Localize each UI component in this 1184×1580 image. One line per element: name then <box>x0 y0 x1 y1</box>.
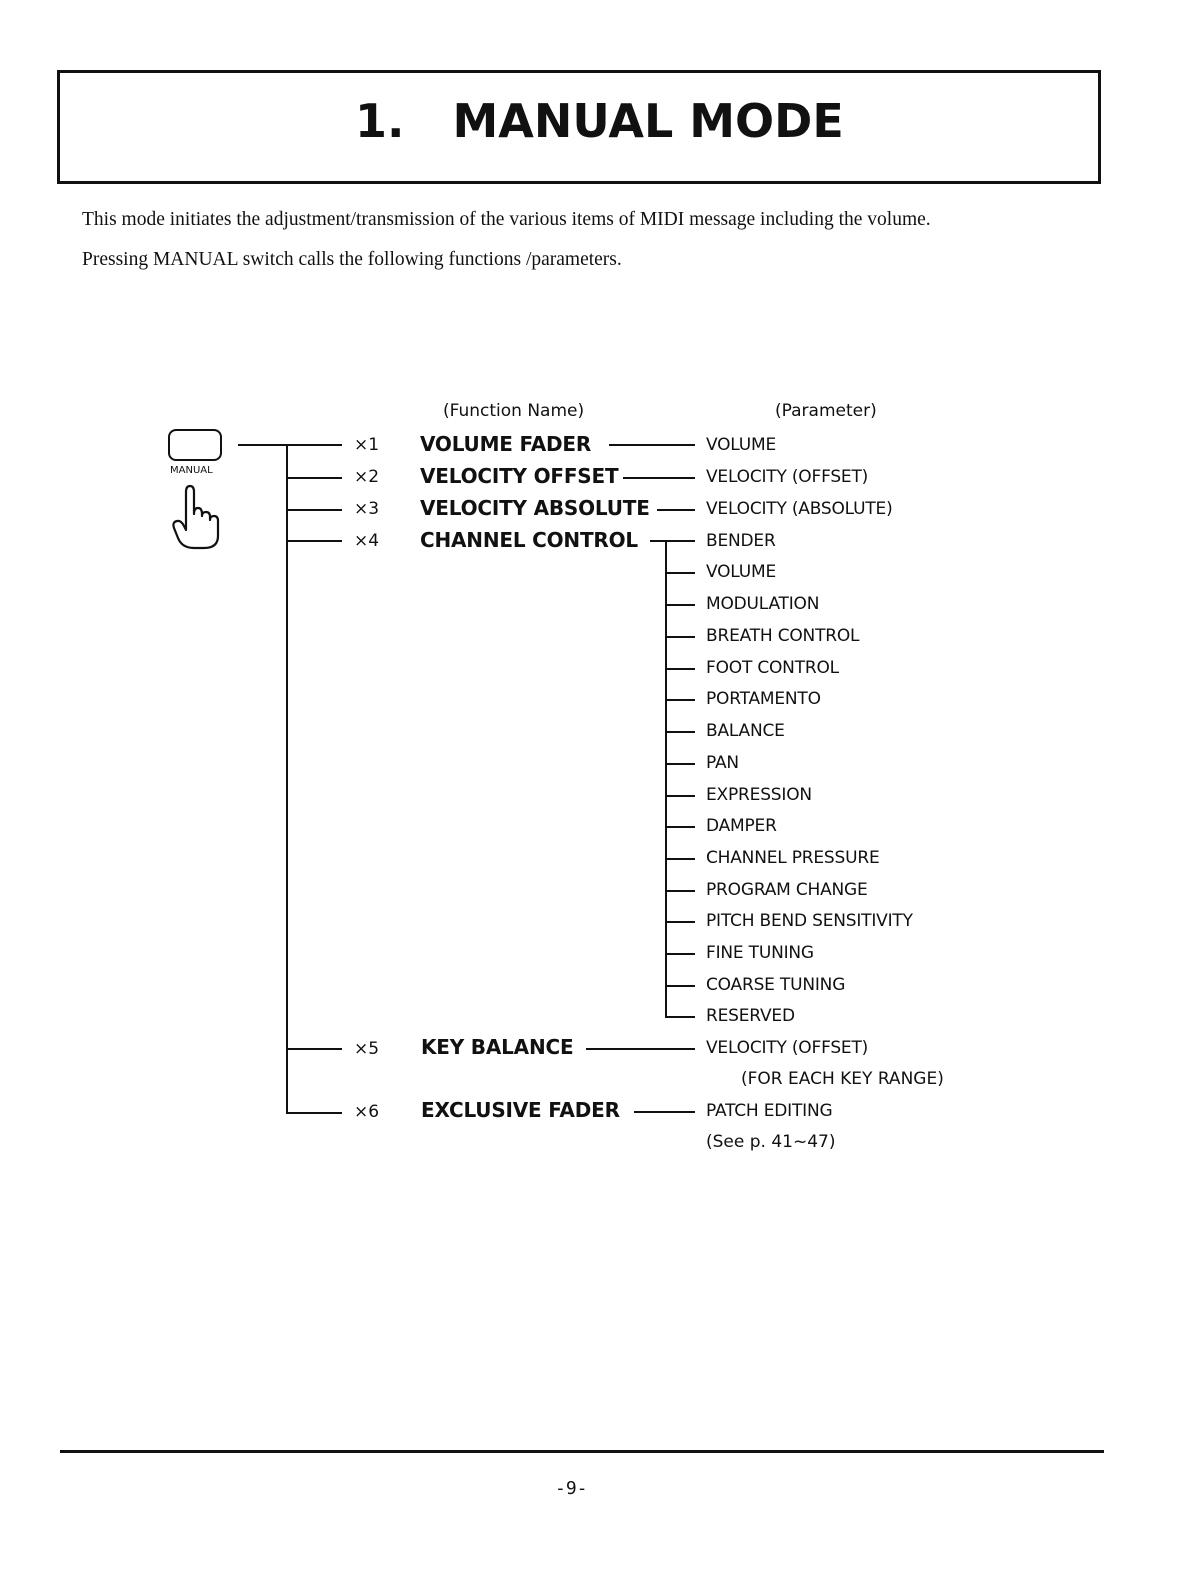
param-program-change: PROGRAM CHANGE <box>706 880 868 900</box>
param-expression: EXPRESSION <box>706 785 812 805</box>
param-reserved: RESERVED <box>706 1006 795 1026</box>
note-each-key-range: (FOR EACH KEY RANGE) <box>741 1069 944 1089</box>
multiplier-x3: ×3 <box>354 499 380 519</box>
connector-velocity-offset <box>623 477 695 479</box>
connector-exclusive-fader <box>634 1111 695 1113</box>
param-patch-editing: PATCH EDITING <box>706 1101 833 1121</box>
manual-switch-button <box>168 429 222 461</box>
tick-pitch-bend-sensitivity <box>665 921 695 923</box>
intro-line-2: Pressing MANUAL switch calls the following functions /parameters. <box>82 249 622 270</box>
connector-velocity-absolute <box>657 509 695 511</box>
tick-expression <box>665 795 695 797</box>
manual-switch-label: MANUAL <box>170 465 213 476</box>
param-coarse-tuning: COARSE TUNING <box>706 975 846 995</box>
pointing-hand-icon <box>172 484 224 552</box>
function-channel-control: CHANNEL CONTROL <box>420 528 638 552</box>
connector-x2 <box>286 477 342 479</box>
param-bender: BENDER <box>706 531 776 551</box>
param-modulation: MODULATION <box>706 594 820 614</box>
function-velocity-offset: VELOCITY OFFSET <box>420 464 619 488</box>
tick-reserved <box>665 1016 695 1018</box>
title-text: MANUAL MODE <box>452 94 844 148</box>
connector-x3 <box>286 509 342 511</box>
tick-coarse-tuning <box>665 985 695 987</box>
multiplier-x6: ×6 <box>354 1102 380 1122</box>
param-channel-pressure: CHANNEL PRESSURE <box>706 848 880 868</box>
channel-control-bracket <box>665 540 667 1017</box>
param-fine-tuning: FINE TUNING <box>706 943 814 963</box>
connector-key-balance <box>586 1048 695 1050</box>
note-see-pages: (See p. 41~47) <box>706 1132 836 1152</box>
connector-volume-fader <box>609 444 695 446</box>
param-velocity-offset: VELOCITY (OFFSET) <box>706 467 869 487</box>
function-volume-fader: VOLUME FADER <box>420 432 592 456</box>
connector-x6 <box>286 1112 342 1114</box>
param-pitch-bend-sensitivity: PITCH BEND SENSITIVITY <box>706 911 913 931</box>
param-pan: PAN <box>706 753 739 773</box>
footer-rule <box>60 1450 1104 1453</box>
tick-foot-control <box>665 668 695 670</box>
tick-channel-pressure <box>665 858 695 860</box>
header-function-name: (Function Name) <box>443 401 585 421</box>
title-number: 1. <box>355 94 405 148</box>
param-key-balance-velocity: VELOCITY (OFFSET) <box>706 1038 869 1058</box>
param-balance: BALANCE <box>706 721 785 741</box>
param-foot-control: FOOT CONTROL <box>706 658 839 678</box>
param-portamento: PORTAMENTO <box>706 689 821 709</box>
function-exclusive-fader: EXCLUSIVE FADER <box>421 1098 620 1122</box>
connector-channel-control <box>650 540 695 542</box>
tick-balance <box>665 731 695 733</box>
multiplier-x4: ×4 <box>354 531 380 551</box>
tick-fine-tuning <box>665 953 695 955</box>
param-volume: VOLUME <box>706 435 776 455</box>
multiplier-x2: ×2 <box>354 467 380 487</box>
tick-pan <box>665 763 695 765</box>
tick-portamento <box>665 699 695 701</box>
param-cc-volume: VOLUME <box>706 562 776 582</box>
param-breath-control: BREATH CONTROL <box>706 626 860 646</box>
function-key-balance: KEY BALANCE <box>421 1035 574 1059</box>
page-title <box>355 94 844 148</box>
param-damper: DAMPER <box>706 816 777 836</box>
tick-cc-volume <box>665 572 695 574</box>
intro-line-1: This mode initiates the adjustment/transmission of the various items of MIDI message including the volume. <box>82 209 931 230</box>
tick-damper <box>665 826 695 828</box>
tick-breath-control <box>665 636 695 638</box>
function-velocity-absolute: VELOCITY ABSOLUTE <box>420 496 650 520</box>
multiplier-x1: ×1 <box>354 435 380 455</box>
connector-trunk <box>286 444 288 1114</box>
tick-program-change <box>665 890 695 892</box>
param-velocity-absolute: VELOCITY (ABSOLUTE) <box>706 499 893 519</box>
page-number: -9- <box>555 1478 588 1499</box>
header-parameter: (Parameter) <box>775 401 877 421</box>
connector-x4 <box>286 540 342 542</box>
connector-x5 <box>286 1048 342 1050</box>
multiplier-x5: ×5 <box>354 1039 380 1059</box>
tick-modulation <box>665 604 695 606</box>
connector-switch <box>238 444 342 446</box>
